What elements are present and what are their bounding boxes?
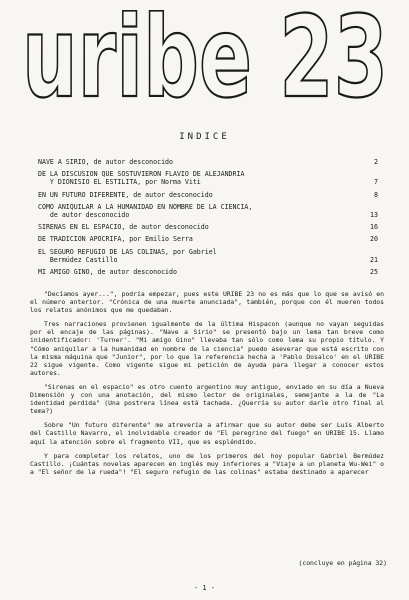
- toc-entry-page: 16: [370, 223, 378, 232]
- body-paragraph: "Decíamos ayer...", podría empezar, pues este URIBE 23 no es más que lo que se avisó en el número anterior. "Crónica de una muerte anunciada", también, porque con él mueren todos los relatos anónimos que me quedaban.: [30, 290, 384, 315]
- toc-entry-page: 2: [374, 158, 378, 166]
- body-paragraph: Sobre "Un futuro diferente" me atrevería a afirmar que su autor debe ser Luís Alberto del Castillo Navarro, el inolvidable creador de "El peregrino del fuego" en URIBE 15. Llamo aquí la atención sobre el fragmento VII, que es espléndido.: [30, 421, 384, 446]
- table-of-contents: [38, 158, 378, 280]
- toc-entry: [38, 223, 378, 231]
- toc-entry-page: 20: [370, 235, 378, 244]
- toc-entry: [38, 158, 378, 166]
- toc-entry-title: DE TRADICION APOCRIFA, por Emilio Serra: [38, 235, 193, 244]
- body-paragraph: "Sirenas en el espacio" es otro cuento argentino muy antiguo, enviado en su día a Nueva Dimensión y con una anotación, del mismo lector de originales, semejante a la de "La identidad perdida" (Una postrera línea está tachada. ¿Querría su autor darle otro final al tema?): [30, 382, 384, 416]
- masthead-logo: [18, 10, 393, 110]
- toc-entry: [38, 170, 378, 186]
- toc-entry-page: 25: [370, 268, 378, 277]
- index-title: INDICE: [179, 132, 230, 142]
- editorial-text: [30, 290, 384, 482]
- body-paragraph: Tres narraciones provienen igualmente de la última Hispacon (aunque no vayan seguidas por el encaje de las páginas). "Nave a Sirio" se presentó bajo un lema tan breve como inidentificador: 'Turner'. "Mi amigo Gino" llevaba tan sólo como lema su propio título. Y "Cómo aniquilar a la humanidad en nombre de la ciencia" puedo aseverar que está escrito con la misma máquina que "Junior", por lo que la referencia hecha a 'Pablo Dosalco' en el URIBE 22 sigue vigente. Como vigente sigue mi petición de ayuda para llegar a conocer estos autores.: [30, 320, 384, 377]
- masthead-text: uribe 23: [22, 10, 388, 110]
- page-number: - 1 -: [193, 584, 216, 592]
- toc-entry-title: SIRENAS EN EL ESPACIO, de autor desconocido: [38, 223, 209, 232]
- body-paragraph: Y para completar los relatos, uno de los primeros del hoy popular Gabriel Bermúdez Castillo. ¡Cuántas novelas aparecen en inglés muy inferiores a "Viaje a un planeta Wu-Wei" o a "El señor de la rueda"! "El seguro refugio de las colinas" estaba destinado a aparecer: [30, 451, 384, 476]
- toc-entry-title: DE LA DISCUSION QUE SOSTUVIERON FLAVIO DE ALEJANDRIA Y DIONISIO EL ESTILITA, por Norma Viti: [38, 170, 245, 187]
- toc-entry-title: COMO ANIQUILAR A LA HUMANIDAD EN NOMBRE DE LA CIENCIA, de autor desconocido: [38, 202, 253, 220]
- toc-entry-title: EL SEGURO REFUGIO DE LAS COLINAS, por Gabriel Bermúdez Castillo: [38, 247, 217, 264]
- toc-entry: [38, 268, 378, 276]
- continued-note: (concluye en página 32): [298, 559, 387, 567]
- toc-entry-title: EN UN FUTURO DIFERENTE, de autor desconocido: [38, 190, 213, 199]
- toc-entry-page: 13: [370, 211, 378, 220]
- toc-entry-page: 8: [374, 190, 378, 199]
- toc-entry: [38, 235, 378, 243]
- toc-entry-page: 7: [374, 178, 378, 187]
- toc-entry-title: NAVE A SIRIO, de autor desconocido: [38, 158, 173, 166]
- toc-entry-title: MI AMIGO GINO, de autor desconocido: [38, 268, 177, 277]
- toc-entry: [38, 248, 378, 264]
- toc-entry-page: 21: [370, 255, 378, 264]
- toc-entry: [38, 203, 378, 219]
- toc-entry: [38, 191, 378, 199]
